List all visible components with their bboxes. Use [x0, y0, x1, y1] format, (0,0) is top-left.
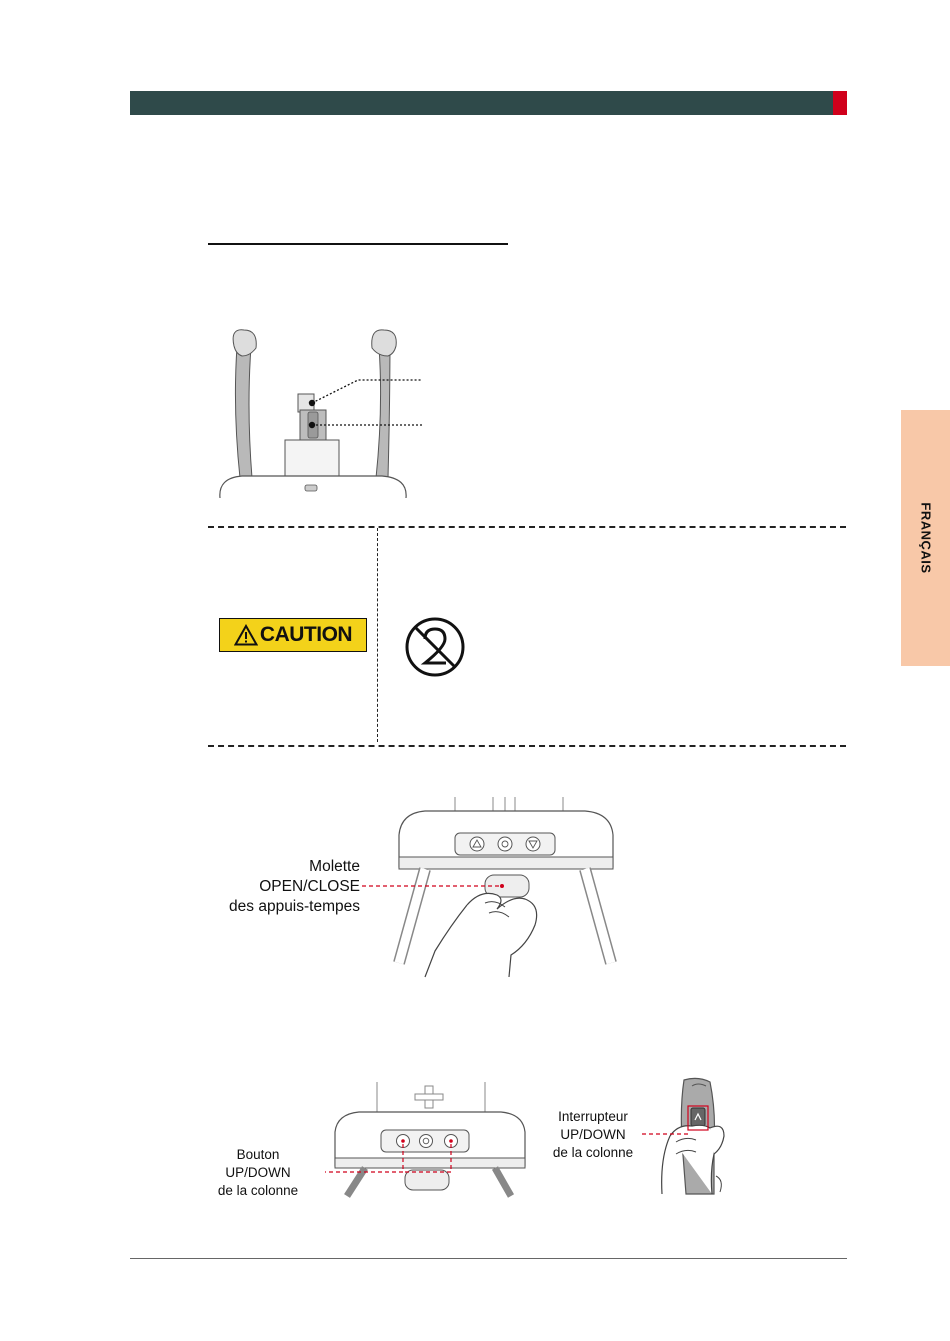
caution-label: CAUTION [259, 623, 353, 646]
column-button-label [208, 1146, 308, 1200]
knob-label-line: OPEN/CLOSE [259, 878, 360, 895]
hand-switch-label [543, 1108, 643, 1162]
column-button-label-line: UP/DOWN [225, 1165, 291, 1180]
caution-badge [219, 618, 367, 652]
footer-rule [130, 1258, 847, 1259]
column-button-label-line: Bouton [236, 1147, 280, 1162]
column-button-figure [325, 1080, 535, 1198]
temple-support-figure [212, 322, 432, 500]
hand-switch-label-line: UP/DOWN [560, 1127, 626, 1142]
header-bar [130, 91, 833, 115]
section-title-rule [208, 243, 508, 245]
knob-label [200, 857, 360, 917]
knob-label-line: Molette [309, 858, 360, 875]
language-side-tab[interactable] [901, 410, 950, 666]
hand-switch-label-line: de la colonne [552, 1145, 634, 1160]
hand-switch-label-line: Interrupteur [558, 1109, 628, 1124]
column-button-label-line: de la colonne [217, 1183, 299, 1198]
header-accent [833, 91, 847, 115]
warning-triangle-icon [234, 624, 258, 646]
knob-callout-line [362, 880, 504, 892]
hand-switch-figure [640, 1076, 740, 1198]
do-not-reuse-icon [403, 615, 467, 679]
caution-divider [377, 528, 378, 742]
knob-label-line: des appuis-tempes [229, 898, 360, 915]
side-tab-label: FRANÇAIS [918, 502, 933, 574]
